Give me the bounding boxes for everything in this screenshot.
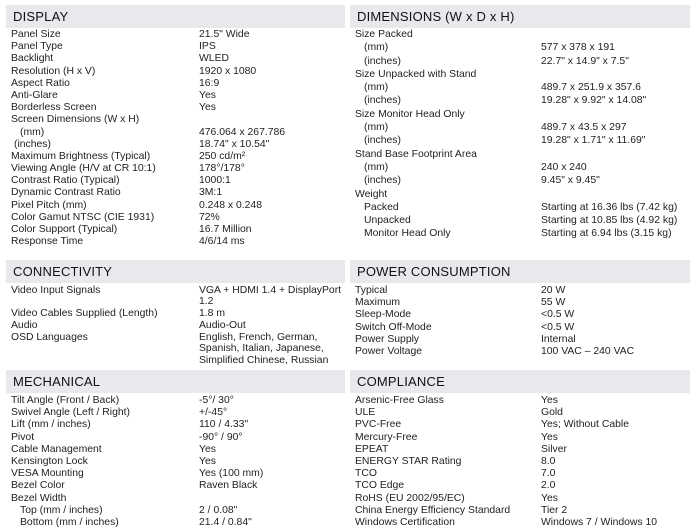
spec-value: 55 W bbox=[541, 297, 566, 309]
spec-row bbox=[6, 187, 345, 199]
spec-value: 9.45" x 9.45" bbox=[541, 175, 600, 187]
spec-label: EPEAT bbox=[355, 443, 389, 455]
spec-label: Video Cables Supplied (Length) bbox=[11, 307, 158, 319]
spec-label: Dynamic Contrast Ratio bbox=[11, 187, 121, 199]
spec-value: 22.7" x 14.9" x 7.5" bbox=[541, 55, 629, 67]
spec-row bbox=[6, 285, 345, 308]
spec-row bbox=[350, 95, 690, 108]
spec-label: Switch Off-Mode bbox=[355, 321, 432, 333]
dimensions-header: DIMENSIONS (W x D x H) bbox=[350, 5, 690, 28]
spec-row bbox=[6, 320, 345, 332]
spec-label: Power Supply bbox=[355, 333, 420, 345]
spec-label: Size Monitor Head Only bbox=[355, 108, 465, 120]
spec-label: Windows Certification bbox=[355, 516, 455, 528]
spec-label: Color Support (Typical) bbox=[11, 224, 118, 235]
spec-label: Size Packed bbox=[355, 29, 413, 40]
spec-row bbox=[6, 78, 345, 90]
spec-value: +/-45° bbox=[199, 407, 228, 419]
spec-row bbox=[350, 149, 690, 162]
spec-label: (inches) bbox=[14, 138, 51, 150]
spec-row bbox=[6, 432, 345, 444]
spec-row bbox=[350, 334, 690, 346]
spec-label: Typical bbox=[355, 285, 388, 296]
spec-row bbox=[350, 82, 690, 95]
spec-label: PVC-Free bbox=[355, 419, 402, 431]
spec-label: (inches) bbox=[364, 175, 401, 187]
spec-label: ENERGY STAR Rating bbox=[355, 455, 462, 467]
spec-row bbox=[6, 66, 345, 78]
spec-label: Borderless Screen bbox=[11, 102, 97, 114]
compliance-rows bbox=[350, 395, 690, 529]
spec-value: Yes bbox=[199, 102, 216, 114]
spec-row bbox=[6, 139, 345, 151]
spec-label: Monitor Head Only bbox=[364, 228, 451, 240]
connectivity-header: CONNECTIVITY bbox=[6, 260, 345, 283]
spec-label: (mm) bbox=[20, 126, 45, 138]
spec-value: 577 x 378 x 191 bbox=[541, 42, 615, 54]
spec-row bbox=[6, 114, 345, 126]
compliance-header: COMPLIANCE bbox=[350, 370, 690, 393]
spec-row bbox=[350, 175, 690, 188]
spec-row bbox=[6, 151, 345, 163]
spec-value: Yes; Without Cable bbox=[541, 419, 629, 431]
spec-row bbox=[350, 189, 690, 202]
spec-value: Yes bbox=[199, 89, 216, 101]
spec-value: Yes bbox=[199, 443, 216, 455]
spec-label: (mm) bbox=[364, 122, 389, 134]
spec-label: Contrast Ratio (Typical) bbox=[11, 175, 120, 187]
spec-label: Screen Dimensions (W x H) bbox=[11, 114, 140, 126]
mechanical-rows bbox=[6, 395, 345, 529]
spec-row bbox=[6, 505, 345, 517]
spec-label: Unpacked bbox=[364, 215, 411, 227]
spec-label: Cable Management bbox=[11, 443, 102, 455]
spec-row bbox=[6, 419, 345, 431]
spec-value: 19.28" x 1.71" x 11.69" bbox=[541, 135, 646, 147]
spec-label: Lift (mm / inches) bbox=[11, 419, 91, 431]
spec-row bbox=[6, 395, 345, 407]
spec-value: <0.5 W bbox=[541, 321, 575, 333]
spec-value: Yes (100 mm) bbox=[199, 468, 264, 480]
spec-label: Top (mm / inches) bbox=[20, 504, 103, 516]
spec-row bbox=[350, 505, 690, 517]
spec-label: Anti-Glare bbox=[11, 89, 58, 101]
display-section bbox=[6, 5, 345, 257]
spec-label: Maximum bbox=[355, 297, 401, 309]
spec-row bbox=[6, 175, 345, 187]
spec-value: Starting at 16.36 lbs (7.42 kg) bbox=[541, 201, 678, 213]
spec-label: Maximum Brightness (Typical) bbox=[11, 150, 151, 162]
spec-value: 2.0 bbox=[541, 480, 556, 492]
spec-value: 7.0 bbox=[541, 468, 556, 480]
spec-label: Pixel Pitch (mm) bbox=[11, 199, 87, 211]
spec-row bbox=[350, 444, 690, 456]
spec-row bbox=[6, 236, 345, 248]
spec-label: (mm) bbox=[364, 82, 389, 94]
power-rows bbox=[350, 285, 690, 358]
spec-label: (mm) bbox=[364, 42, 389, 54]
spec-row bbox=[6, 163, 345, 175]
spec-value: 476.064 x 267.786 bbox=[199, 126, 286, 138]
display-rows bbox=[6, 29, 345, 248]
spec-row bbox=[6, 90, 345, 102]
spec-value: Yes bbox=[541, 492, 558, 504]
spec-value: 19.28" x 9.92" x 14.08" bbox=[541, 95, 647, 107]
spec-row bbox=[6, 468, 345, 480]
spec-value: 489.7 x 43.5 x 297 bbox=[541, 122, 627, 134]
spec-label: Bezel Width bbox=[11, 492, 67, 504]
spec-row bbox=[6, 308, 345, 320]
spec-value: 2 / 0.08" bbox=[199, 504, 238, 516]
spec-row bbox=[350, 432, 690, 444]
spec-value: Starting at 10.85 lbs (4.92 kg) bbox=[541, 215, 678, 227]
spec-value: 21.4 / 0.84" bbox=[199, 516, 252, 528]
spec-row bbox=[350, 228, 690, 241]
spec-label: Power Voltage bbox=[355, 345, 423, 357]
spec-row bbox=[6, 332, 345, 366]
spec-row bbox=[350, 309, 690, 321]
spec-label: Size Unpacked with Stand bbox=[355, 68, 477, 80]
spec-label: Backlight bbox=[11, 53, 54, 65]
spec-label: Tilt Angle (Front / Back) bbox=[11, 395, 120, 406]
spec-label: Bezel Color bbox=[11, 480, 65, 492]
spec-value: Gold bbox=[541, 407, 563, 419]
spec-row bbox=[350, 215, 690, 228]
spec-row bbox=[350, 407, 690, 419]
spec-value: 178°/178° bbox=[199, 163, 245, 175]
spec-label: Sleep-Mode bbox=[355, 309, 412, 321]
spec-row bbox=[350, 322, 690, 334]
spec-row bbox=[350, 56, 690, 69]
spec-label: Viewing Angle (H/V at CR 10:1) bbox=[11, 163, 156, 175]
spec-value: IPS bbox=[199, 41, 216, 53]
compliance-section bbox=[350, 370, 690, 528]
spec-label: Panel Type bbox=[11, 41, 63, 53]
spec-row bbox=[350, 285, 690, 297]
spec-row bbox=[350, 162, 690, 175]
spec-value: Internal bbox=[541, 333, 576, 345]
spec-label: (mm) bbox=[364, 161, 389, 173]
spec-label: China Energy Efficiency Standard bbox=[355, 504, 511, 516]
spec-label: (inches) bbox=[364, 135, 401, 147]
spec-value: 489.7 x 251.9 x 357.6 bbox=[541, 82, 641, 94]
spec-label: Kensington Lock bbox=[11, 455, 88, 467]
spec-value: 0.248 x 0.248 bbox=[199, 199, 262, 211]
spec-value: Tier 2 bbox=[541, 504, 568, 516]
spec-value: 20 W bbox=[541, 285, 566, 296]
spec-label: VESA Mounting bbox=[11, 468, 84, 480]
spec-row bbox=[350, 480, 690, 492]
display-header: DISPLAY bbox=[6, 5, 345, 28]
spec-value: Yes bbox=[541, 395, 558, 406]
spec-value: 18.74" x 10.54" bbox=[199, 138, 270, 150]
spec-label: TCO bbox=[355, 468, 377, 480]
spec-row bbox=[350, 69, 690, 82]
spec-label: Audio bbox=[11, 319, 38, 331]
spec-row bbox=[6, 127, 345, 139]
spec-label: RoHS (EU 2002/95/EC) bbox=[355, 492, 465, 504]
spec-row bbox=[6, 517, 345, 529]
spec-label: Pivot bbox=[11, 431, 35, 443]
spec-label: Swivel Angle (Left / Right) bbox=[11, 407, 130, 419]
spec-value: 110 / 4.33" bbox=[199, 419, 249, 431]
spec-label: Packed bbox=[364, 201, 399, 213]
spec-label: Mercury-Free bbox=[355, 431, 418, 443]
spec-value: 240 x 240 bbox=[541, 161, 587, 173]
spec-value: 3M:1 bbox=[199, 187, 223, 199]
spec-value: 16:9 bbox=[199, 77, 220, 89]
power-section bbox=[350, 260, 690, 365]
spec-label: Weight bbox=[355, 188, 388, 200]
spec-value: 16.7 Million bbox=[199, 224, 252, 235]
spec-label: Resolution (H x V) bbox=[11, 65, 96, 77]
spec-label: OSD Languages bbox=[11, 331, 88, 343]
spec-row bbox=[350, 468, 690, 480]
spec-value: English, French, German, Spanish, Italian, Japanese, Simplified Chinese, Russian bbox=[199, 331, 329, 366]
dimensions-section bbox=[350, 5, 690, 257]
spec-label: Response Time bbox=[11, 236, 84, 248]
spec-row bbox=[350, 29, 690, 42]
spec-label: Panel Size bbox=[11, 29, 61, 40]
spec-value: Windows 7 / Windows 10 bbox=[541, 516, 658, 528]
mechanical-section bbox=[6, 370, 345, 528]
spec-row bbox=[350, 122, 690, 135]
spec-value: Raven Black bbox=[199, 480, 258, 492]
dimensions-rows bbox=[350, 29, 690, 242]
spec-value: 1920 x 1080 bbox=[199, 65, 257, 77]
spec-row bbox=[350, 395, 690, 407]
spec-row bbox=[350, 109, 690, 122]
spec-row bbox=[6, 493, 345, 505]
spec-value: -90° / 90° bbox=[199, 431, 243, 443]
spec-label: Bottom (mm / inches) bbox=[20, 516, 119, 528]
spec-row bbox=[350, 419, 690, 431]
connectivity-rows bbox=[6, 285, 345, 366]
spec-label: Color Gamut NTSC (CIE 1931) bbox=[11, 211, 155, 223]
spec-row bbox=[350, 202, 690, 215]
connectivity-section bbox=[6, 260, 345, 365]
spec-value: 1.8 m bbox=[199, 307, 225, 319]
spec-row bbox=[350, 135, 690, 148]
spec-value: 72% bbox=[199, 211, 220, 223]
spec-label: Video Input Signals bbox=[11, 285, 101, 296]
spec-label: Arsenic-Free Glass bbox=[355, 395, 444, 406]
spec-value: <0.5 W bbox=[541, 309, 575, 321]
spec-label: ULE bbox=[355, 407, 376, 419]
spec-value: 4/6/14 ms bbox=[199, 236, 245, 248]
spec-value: Starting at 6.94 lbs (3.15 kg) bbox=[541, 228, 672, 240]
spec-row bbox=[350, 456, 690, 468]
spec-label: TCO Edge bbox=[355, 480, 405, 492]
spec-row bbox=[6, 456, 345, 468]
spec-value: Silver bbox=[541, 443, 567, 455]
spec-value: 250 cd/m² bbox=[199, 150, 246, 162]
spec-row bbox=[6, 102, 345, 114]
spec-label: (inches) bbox=[364, 95, 401, 107]
spec-value: Audio-Out bbox=[199, 319, 246, 331]
spec-row bbox=[6, 200, 345, 212]
spec-row bbox=[6, 212, 345, 224]
spec-row bbox=[6, 41, 345, 53]
spec-row bbox=[350, 297, 690, 309]
spec-value: 1000:1 bbox=[199, 175, 231, 187]
spec-value: 8.0 bbox=[541, 455, 556, 467]
spec-row bbox=[6, 480, 345, 492]
spec-label: (inches) bbox=[364, 55, 401, 67]
spec-value: -5°/ 30° bbox=[199, 395, 234, 406]
spec-row bbox=[350, 42, 690, 55]
spec-value: Yes bbox=[199, 455, 216, 467]
spec-row bbox=[6, 53, 345, 65]
spec-row bbox=[6, 29, 345, 41]
power-header: POWER CONSUMPTION bbox=[350, 260, 690, 283]
spec-label: Stand Base Footprint Area bbox=[355, 148, 477, 160]
spec-row bbox=[6, 407, 345, 419]
spec-value: Yes bbox=[541, 431, 558, 443]
spec-value: WLED bbox=[199, 53, 230, 65]
spec-value: VGA + HDMI 1.4 + DisplayPort 1.2 bbox=[199, 285, 342, 308]
spec-label: Aspect Ratio bbox=[11, 77, 70, 89]
spec-row bbox=[350, 517, 690, 529]
spec-row bbox=[6, 224, 345, 236]
mechanical-header: MECHANICAL bbox=[6, 370, 345, 393]
spec-value: 21.5" Wide bbox=[199, 29, 250, 40]
spec-row bbox=[350, 493, 690, 505]
spec-row bbox=[6, 444, 345, 456]
spec-row bbox=[350, 346, 690, 358]
spec-value: 100 VAC – 240 VAC bbox=[541, 345, 635, 357]
